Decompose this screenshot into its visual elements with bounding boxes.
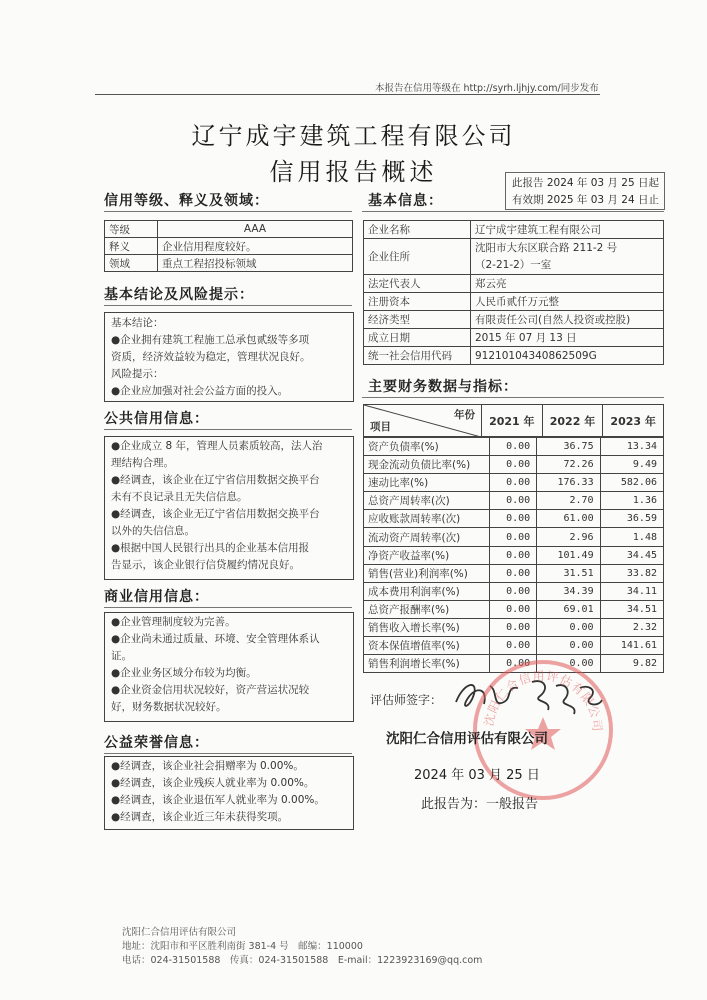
financial-indicator-name: 销售利润增长率(%): [364, 655, 490, 673]
financial-value-2021: 0.00: [490, 438, 537, 456]
commercial-credit-title: 商业信用信息：: [104, 589, 209, 605]
financial-value-2022: 36.75: [537, 438, 600, 456]
financial-row: [364, 510, 664, 528]
conclusion-underline: [104, 305, 352, 306]
financial-indicator-name: 应收账款周转率(次): [364, 510, 490, 528]
financial-value-2023: 9.49: [600, 456, 663, 474]
basic-info-title: 基本信息：: [368, 193, 443, 209]
info-value: 2015 年 07 月 13 日: [471, 329, 664, 347]
public-credit-line: 理结构合理。: [111, 457, 174, 469]
financial-value-2021: 0.00: [490, 492, 537, 510]
credit-rating-title: 信用等级、释义及领域：: [104, 193, 269, 209]
info-value: 郑云亮: [471, 275, 664, 293]
credit-rating-table: [104, 220, 353, 272]
financial-value-2021: 0.00: [490, 546, 537, 564]
commercial-credit-line: 好，财务数据状况较好。: [111, 701, 227, 713]
financial-value-2022: 31.51: [537, 564, 600, 582]
financial-value-2023: 9.82: [600, 655, 663, 673]
financial-value-2022: 34.39: [537, 582, 600, 600]
info-value: 91210104340862509G: [471, 347, 664, 365]
report-date: 2024 年 03 月 25 日: [414, 768, 540, 783]
financial-value-2023: 34.11: [600, 582, 663, 600]
credit-rating-row: [105, 255, 353, 272]
conclusion-line: ●企业拥有建筑工程施工总承包贰级等多项: [111, 334, 310, 346]
financial-value-2021: 0.00: [490, 655, 537, 673]
public-credit-title: 公共信用信息：: [104, 411, 209, 427]
financial-row: [364, 438, 664, 456]
rating-label: 释义: [105, 238, 158, 255]
financial-indicator-name: 流动资产周转率(次): [364, 528, 490, 546]
financial-value-2023: 34.51: [600, 600, 663, 618]
info-label: 统一社会信用代码: [364, 347, 471, 365]
commercial-credit-line: ●企业业务区域分布较为均衡。: [111, 667, 257, 679]
financial-value-2021: 0.00: [490, 582, 537, 600]
basic-info-row: [364, 275, 664, 293]
rating-value: AAA: [158, 221, 353, 238]
financial-value-2023: 1.48: [600, 528, 663, 546]
company-title: 辽宁成宇建筑工程有限公司: [191, 122, 516, 150]
financial-value-2022: 61.00: [537, 510, 600, 528]
financial-value-2022: 101.49: [537, 546, 600, 564]
conclusion-line: 风险提示：: [111, 368, 164, 380]
financial-indicator-name: 资本保值增值率(%): [364, 637, 490, 655]
commercial-credit-line: 证。: [111, 650, 132, 662]
seal-arc-text: 沈阳仁合信用评估有限公司: [481, 668, 605, 733]
financial-value-2021: 0.00: [490, 456, 537, 474]
basic-info-underline: [362, 211, 664, 212]
rating-value: 企业信用程度较好。: [158, 238, 353, 255]
commercial-credit-line: ●企业尚未通过质量、环境、安全管理体系认: [111, 633, 320, 645]
report-type: 此报告为：一般报告: [421, 797, 539, 812]
financial-value-2023: 34.45: [600, 546, 663, 564]
financial-value-2021: 0.00: [490, 637, 537, 655]
info-label: 企业名称: [364, 221, 471, 239]
financial-value-2021: 0.00: [490, 474, 537, 492]
public-welfare-line: ●经调查，该企业退伍军人就业率为 0.00%。: [111, 794, 325, 806]
basic-info-table: [363, 220, 664, 365]
financial-value-2022: 176.33: [537, 474, 600, 492]
financial-indicator-name: 现金流动负债比率(%): [364, 456, 490, 474]
financial-value-2021: 0.00: [490, 528, 537, 546]
financial-row: [364, 564, 664, 582]
financial-indicator-name: 速动比率(%): [364, 474, 490, 492]
commercial-credit-line: ●企业资金信用状况较好，资产营运状况较: [111, 684, 310, 696]
financial-indicator-name: 销售(营业)利润率(%): [364, 564, 490, 582]
basic-info-row: [364, 311, 664, 329]
appraiser-signature-label: 评估师签字：: [370, 693, 443, 707]
conclusion-line: 基本结论：: [111, 317, 164, 329]
financial-value-2023: 1.36: [600, 492, 663, 510]
info-label: 企业住所: [364, 239, 471, 275]
rating-label: 领域: [105, 255, 158, 272]
financial-title: 主要财务数据与指标：: [368, 379, 518, 395]
financial-value-2023: 2.32: [600, 618, 663, 636]
info-label: 成立日期: [364, 329, 471, 347]
financial-row: [364, 492, 664, 510]
year-header: 2023 年: [603, 405, 664, 437]
financial-value-2021: 0.00: [490, 600, 537, 618]
financial-data-table: [363, 437, 664, 673]
info-label: 注册资本: [364, 293, 471, 311]
financial-indicator-name: 销售收入增长率(%): [364, 618, 490, 636]
financial-indicator-name: 总资产报酬率(%): [364, 600, 490, 618]
financial-value-2022: 0.00: [537, 618, 600, 636]
report-title: 信用报告概述: [269, 158, 438, 186]
financial-value-2022: 2.96: [537, 528, 600, 546]
financial-value-2021: 0.00: [490, 564, 537, 582]
public-credit-line: ●经调查，该企业在辽宁省信用数据交换平台: [111, 474, 320, 486]
footer-contact: 电话：024-31501588 传真：024-31501588 E-mail：1223923169@qq.com: [122, 955, 483, 966]
commercial-credit-underline: [104, 607, 352, 608]
public-welfare-box: [104, 756, 354, 830]
public-credit-line: 以外的失信信息。: [111, 525, 195, 537]
financial-indicator-name: 净资产收益率(%): [364, 546, 490, 564]
validity-to: 有效期 2025 年 03 月 24 日止: [512, 194, 659, 206]
public-credit-line: 告显示，该企业银行信贷履约情况良好。: [111, 559, 300, 571]
footer-company: 沈阳仁合信用评估有限公司: [122, 927, 237, 938]
basic-info-row: [364, 329, 664, 347]
header-divider: [95, 94, 600, 95]
conclusion-title: 基本结论及风险提示：: [104, 287, 254, 303]
credit-rating-row: [105, 221, 353, 238]
commercial-credit-line: ●企业管理制度较为完善。: [111, 616, 236, 628]
financial-header-row: [364, 405, 664, 437]
public-welfare-line: ●经调查，该企业残疾人就业率为 0.00%。: [111, 777, 315, 789]
publish-note: 本报告在信用等级在 http://syrh.ljhjy.com/同步发布: [375, 83, 599, 94]
financial-value-2021: 0.00: [490, 510, 537, 528]
basic-info-row: [364, 293, 664, 311]
info-value: 人民币贰仟万元整: [471, 293, 664, 311]
financial-value-2022: 0.00: [537, 655, 600, 673]
financial-row: [364, 456, 664, 474]
financial-value-2023: 582.06: [600, 474, 663, 492]
rating-label: 等级: [105, 221, 158, 238]
financial-value-2023: 13.34: [600, 438, 663, 456]
financial-row: [364, 618, 664, 636]
financial-row: [364, 637, 664, 655]
financial-row: [364, 528, 664, 546]
basic-info-row: [364, 347, 664, 365]
financial-indicator-name: 资产负债率(%): [364, 438, 490, 456]
conclusion-line: 资质，经济效益较为稳定，管理状况良好。: [111, 351, 311, 363]
financial-row: [364, 474, 664, 492]
basic-info-row: [364, 221, 664, 239]
address-line-2: （2-21-2）一室: [475, 258, 552, 271]
credit-rating-row: [105, 238, 353, 255]
financial-table: [363, 404, 664, 437]
financial-row: [364, 600, 664, 618]
financial-value-2022: 69.01: [537, 600, 600, 618]
financial-value-2023: 36.59: [600, 510, 663, 528]
footer-address: 地址：沈阳市和平区胜利南街 381-4 号 邮编：110000: [122, 941, 363, 952]
info-label: 法定代表人: [364, 275, 471, 293]
address-line-1: 沈阳市大东区联合路 211-2 号: [475, 241, 618, 254]
public-credit-line: ●经调查，该企业无辽宁省信用数据交换平台: [111, 508, 320, 520]
public-credit-line: ●企业成立 8 年，管理人员素质较高，法人治: [111, 440, 323, 452]
year-header: 2021 年: [482, 405, 543, 437]
public-credit-line: 未有不良记录且无失信信息。: [111, 491, 248, 503]
validity-box: [505, 172, 665, 210]
rating-value: 重点工程招投标领域: [158, 255, 353, 272]
public-credit-underline: [104, 429, 352, 430]
header-corner-cell: [364, 405, 482, 437]
public-credit-box: [104, 436, 354, 580]
public-welfare-line: ●经调查，该企业社会捐赠率为 0.00%。: [111, 760, 304, 772]
appraiser-org: 沈阳仁合信用评估有限公司: [386, 731, 548, 747]
info-label: 经济类型: [364, 311, 471, 329]
commercial-credit-box: [104, 612, 354, 722]
validity-from: 此报告 2024 年 03 月 25 日起: [512, 177, 659, 189]
financial-row: [364, 546, 664, 564]
financial-value-2023: 141.61: [600, 637, 663, 655]
credit-rating-underline: [104, 211, 352, 212]
financial-value-2021: 0.00: [490, 618, 537, 636]
financial-value-2022: 0.00: [537, 637, 600, 655]
basic-info-row: [364, 239, 664, 275]
info-value: 有限责任公司(自然人投资或控股): [471, 311, 664, 329]
financial-indicator-name: 总资产周转率(次): [364, 492, 490, 510]
financial-value-2022: 72.26: [537, 456, 600, 474]
public-welfare-title: 公益荣誉信息：: [104, 735, 209, 751]
header-year-label: 年份: [454, 409, 475, 421]
financial-underline: [362, 397, 664, 398]
financial-indicator-name: 成本费用利润率(%): [364, 582, 490, 600]
info-value: [471, 239, 664, 275]
info-value: 辽宁成宇建筑工程有限公司: [471, 221, 664, 239]
conclusion-line: ●企业应加强对社会公益方面的投入。: [111, 385, 289, 397]
public-welfare-line: ●经调查，该企业近三年未获得奖项。: [111, 811, 289, 823]
financial-value-2022: 2.70: [537, 492, 600, 510]
conclusion-box: [104, 312, 354, 402]
public-credit-line: ●根据中国人民银行出具的企业基本信用报: [111, 542, 310, 554]
financial-value-2023: 33.82: [600, 564, 663, 582]
financial-row: [364, 582, 664, 600]
public-welfare-underline: [104, 753, 352, 754]
year-header: 2022 年: [542, 405, 603, 437]
header-item-label: 项目: [370, 421, 391, 433]
